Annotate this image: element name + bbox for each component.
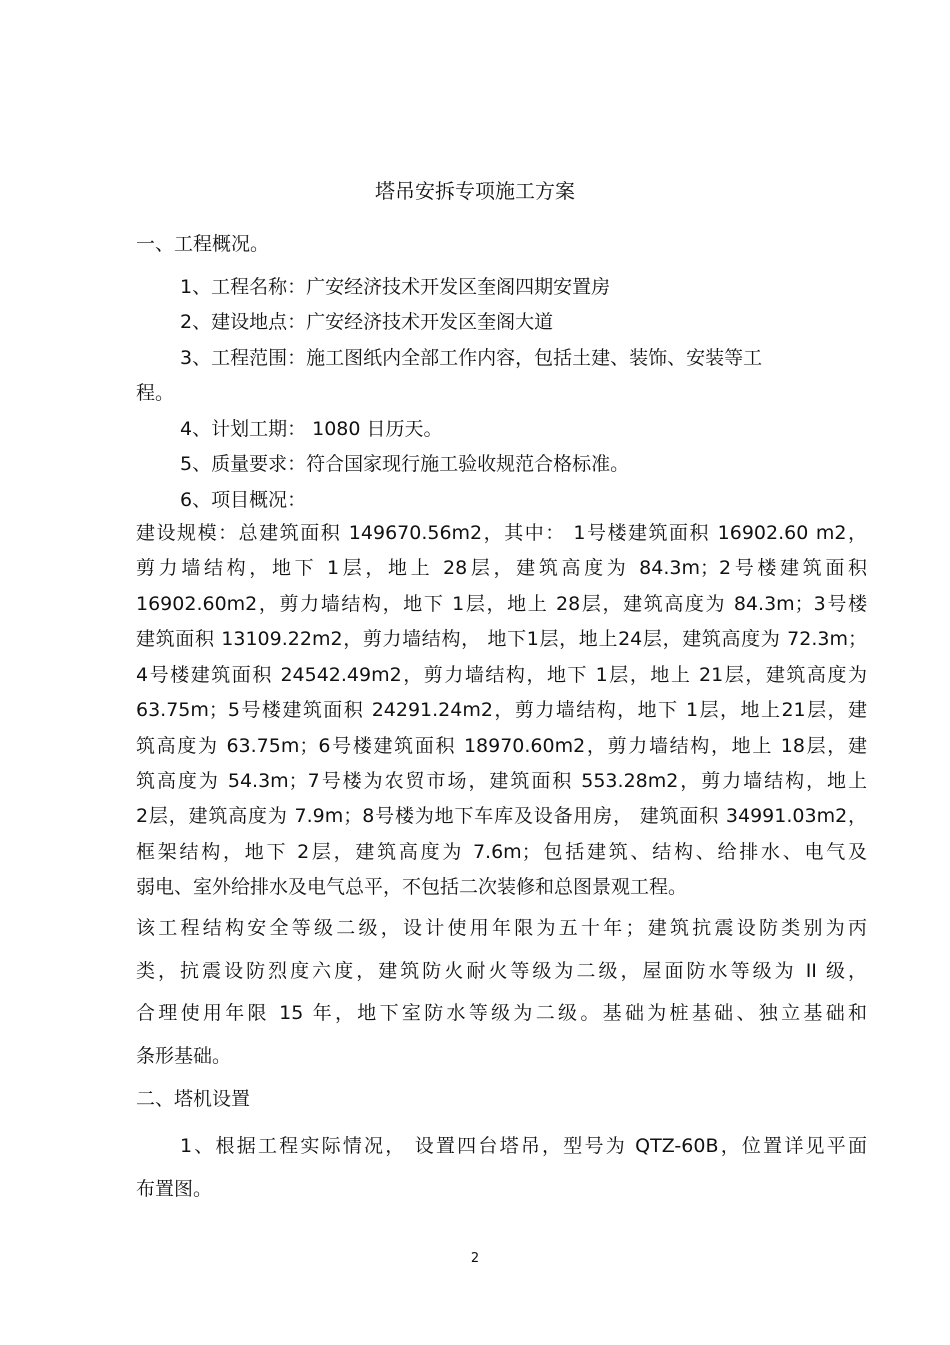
- page-number: 2: [470, 1251, 480, 1266]
- item-scope-continued: 程。: [136, 382, 175, 404]
- overview-line: 建设规模：总建筑面积 149670.56m2，其中： 1号楼建筑面积 16902.60 m2，: [136, 522, 867, 544]
- safety-line: 该工程结构安全等级二级，设计使用年限为五十年；建筑抗震设防类别为丙: [136, 917, 867, 939]
- document-title: 塔吊安拆专项施工方案: [375, 179, 575, 203]
- item-location: 2、建设地点：广安经济技术开发区奎阁大道: [180, 311, 554, 333]
- crane-setup-item: 1、根据工程实际情况， 设置四台塔吊，型号为 QTZ-60B，位置详见平面: [180, 1135, 867, 1157]
- overview-line: 2层，建筑高度为 7.9m；8号楼为地下车库及设备用房， 建筑面积 34991.03m2，: [136, 805, 867, 827]
- section-heading-overview: 一、工程概况。: [136, 233, 270, 255]
- safety-line: 合理使用年限 15 年，地下室防水等级为二级。基础为桩基础、独立基础和: [136, 1002, 867, 1024]
- overview-line: 建筑面积 13109.22m2，剪力墙结构， 地下1层，地上24层，建筑高度为 72.3m；: [136, 628, 867, 650]
- overview-line: 弱电、室外给排水及电气总平，不包括二次装修和总图景观工程。: [136, 876, 688, 898]
- safety-line: 类，抗震设防烈度六度，建筑防火耐火等级为二级，屋面防水等级为 II 级，: [136, 960, 867, 982]
- item-scope: 3、工程范围：施工图纸内全部工作内容，包括土建、装饰、安装等工: [180, 347, 763, 369]
- item-quality: 5、质量要求：符合国家现行施工验收规范合格标准。: [180, 453, 630, 475]
- overview-line: 框架结构，地下 2层，建筑高度为 7.6m；包括建筑、结构、给排水、电气及: [136, 841, 867, 863]
- item-schedule: 4、计划工期： 1080 日历天。: [180, 418, 443, 440]
- crane-setup-item-continued: 布置图。: [136, 1178, 213, 1200]
- overview-line: 16902.60m2，剪力墙结构，地下 1层，地上 28层，建筑高度为 84.3m；3号楼: [136, 593, 867, 615]
- overview-line: 筑高度为 63.75m；6号楼建筑面积 18970.60m2，剪力墙结构，地上 18层，建: [136, 735, 867, 757]
- safety-line: 条形基础。: [136, 1045, 232, 1067]
- overview-line: 筑高度为 54.3m；7号楼为农贸市场，建筑面积 553.28m2，剪力墙结构，地上: [136, 770, 867, 792]
- overview-line: 4号楼建筑面积 24542.49m2，剪力墙结构，地下 1层，地上 21层，建筑高度为: [136, 664, 867, 686]
- overview-line: 剪力墙结构，地下 1层，地上 28层，建筑高度为 84.3m；2号楼建筑面积: [136, 557, 867, 579]
- item-project-name: 1、工程名称：广安经济技术开发区奎阁四期安置房: [180, 276, 611, 298]
- item-overview: 6、项目概况：: [180, 489, 307, 511]
- overview-line: 63.75m；5号楼建筑面积 24291.24m2，剪力墙结构，地下 1层，地上21层，建: [136, 699, 867, 721]
- section-heading-tower-crane: 二、塔机设置: [136, 1088, 251, 1110]
